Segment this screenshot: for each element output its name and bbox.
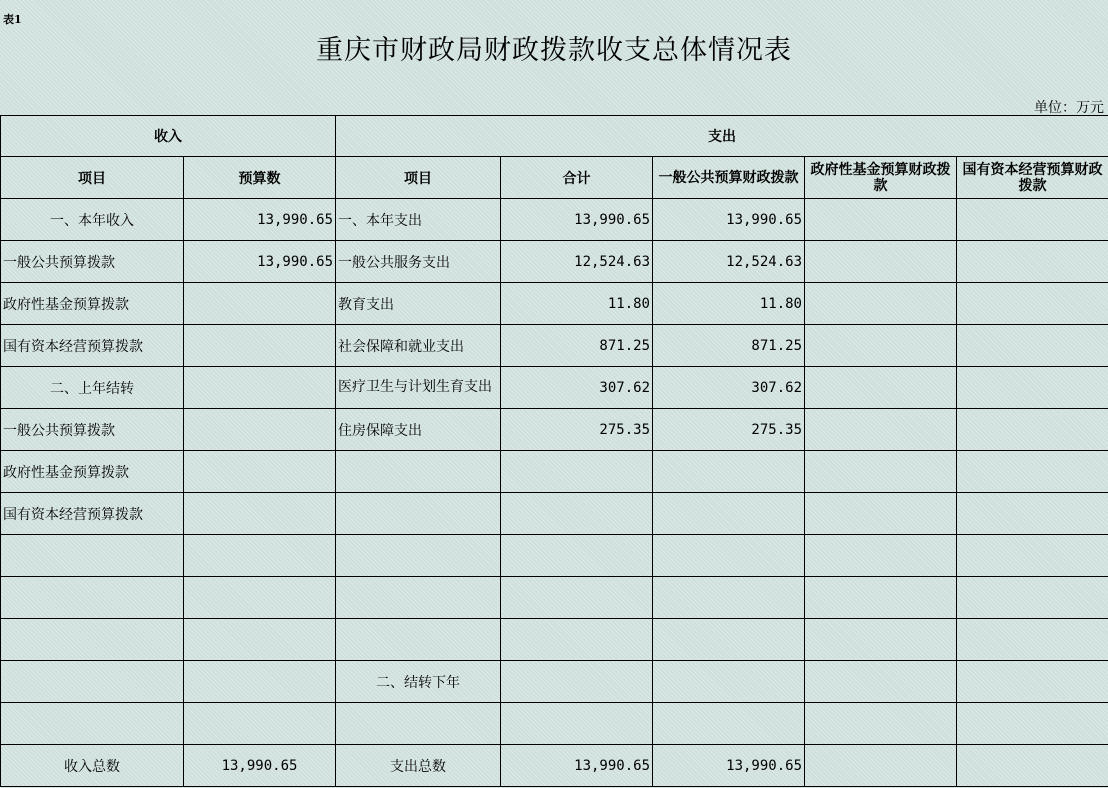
expense-total-cell bbox=[501, 451, 653, 493]
unit-label: 单位：万元 bbox=[1034, 100, 1104, 116]
gov-fund-header: 政府性基金预算财政拨款 bbox=[805, 157, 957, 199]
gov-fund-cell bbox=[805, 493, 957, 535]
income-item-cell: 收入总数 bbox=[1, 745, 184, 787]
income-amount-cell: 13,990.65 bbox=[184, 241, 336, 283]
gov-fund-cell bbox=[805, 619, 957, 661]
income-amount-cell bbox=[184, 619, 336, 661]
table-row bbox=[1, 199, 1108, 241]
table-row bbox=[1, 703, 1108, 745]
total-header: 合计 bbox=[501, 157, 653, 199]
income-item-cell: 二、上年结转 bbox=[1, 367, 184, 409]
gov-fund-cell bbox=[805, 577, 957, 619]
expense-total-cell: 871.25 bbox=[501, 325, 653, 367]
table-row bbox=[1, 661, 1108, 703]
general-budget-cell bbox=[653, 661, 805, 703]
state-capital-header: 国有资本经营预算财政拨款 bbox=[957, 157, 1108, 199]
general-budget-cell: 13,990.65 bbox=[653, 199, 805, 241]
total-row bbox=[1, 745, 1108, 787]
income-item-cell: 一般公共预算拨款 bbox=[1, 241, 184, 283]
income-amount-cell bbox=[184, 577, 336, 619]
general-budget-cell: 871.25 bbox=[653, 325, 805, 367]
state-capital-cell bbox=[957, 409, 1108, 451]
income-amount-cell bbox=[184, 325, 336, 367]
table-row bbox=[1, 493, 1108, 535]
table-row bbox=[1, 367, 1108, 409]
general-budget-cell: 11.80 bbox=[653, 283, 805, 325]
general-budget-cell: 275.35 bbox=[653, 409, 805, 451]
table-row bbox=[1, 535, 1108, 577]
expense-item-header: 项目 bbox=[336, 157, 501, 199]
general-budget-cell bbox=[653, 619, 805, 661]
state-capital-cell bbox=[957, 199, 1108, 241]
page-title: 重庆市财政局财政拨款收支总体情况表 bbox=[316, 35, 792, 66]
expense-item-cell: 医疗卫生与计划生育支出 bbox=[336, 367, 501, 409]
general-budget-cell bbox=[653, 451, 805, 493]
gov-fund-cell bbox=[805, 745, 957, 787]
income-amount-cell: 13,990.65 bbox=[184, 745, 336, 787]
income-amount-cell bbox=[184, 703, 336, 745]
state-capital-cell bbox=[957, 325, 1108, 367]
expense-item-cell bbox=[336, 451, 501, 493]
expense-total-cell: 275.35 bbox=[501, 409, 653, 451]
income-item-header: 项目 bbox=[1, 157, 184, 199]
income-item-cell: 政府性基金预算拨款 bbox=[1, 451, 184, 493]
general-budget-header: 一般公共预算财政拨款 bbox=[653, 157, 805, 199]
table-row bbox=[1, 409, 1108, 451]
expense-total-cell: 11.80 bbox=[501, 283, 653, 325]
expense-item-cell: 一、本年支出 bbox=[336, 199, 501, 241]
income-header: 收入 bbox=[1, 116, 336, 157]
state-capital-cell bbox=[957, 745, 1108, 787]
expense-item-cell bbox=[336, 619, 501, 661]
general-budget-cell bbox=[653, 703, 805, 745]
expense-item-cell bbox=[336, 493, 501, 535]
expense-item-cell: 支出总数 bbox=[336, 745, 501, 787]
budget-table bbox=[0, 115, 1108, 787]
income-amount-cell bbox=[184, 535, 336, 577]
state-capital-cell bbox=[957, 451, 1108, 493]
table-number: 表1 bbox=[3, 13, 22, 26]
expense-total-cell bbox=[501, 577, 653, 619]
state-capital-cell bbox=[957, 619, 1108, 661]
income-item-cell bbox=[1, 661, 184, 703]
expense-item-cell bbox=[336, 535, 501, 577]
expense-total-cell: 307.62 bbox=[501, 367, 653, 409]
income-item-cell bbox=[1, 703, 184, 745]
expense-total-cell bbox=[501, 619, 653, 661]
income-amount-cell bbox=[184, 493, 336, 535]
income-amount-cell bbox=[184, 367, 336, 409]
header-row-2 bbox=[1, 157, 1108, 199]
state-capital-cell bbox=[957, 367, 1108, 409]
state-capital-cell bbox=[957, 577, 1108, 619]
gov-fund-cell bbox=[805, 367, 957, 409]
table-row bbox=[1, 577, 1108, 619]
income-amount-cell: 13,990.65 bbox=[184, 199, 336, 241]
income-item-cell: 政府性基金预算拨款 bbox=[1, 283, 184, 325]
general-budget-cell bbox=[653, 493, 805, 535]
general-budget-cell: 307.62 bbox=[653, 367, 805, 409]
gov-fund-cell bbox=[805, 535, 957, 577]
table-row bbox=[1, 619, 1108, 661]
gov-fund-cell bbox=[805, 451, 957, 493]
budget-header: 预算数 bbox=[184, 157, 336, 199]
expense-total-cell bbox=[501, 703, 653, 745]
income-item-cell bbox=[1, 535, 184, 577]
income-item-cell: 国有资本经营预算拨款 bbox=[1, 493, 184, 535]
income-item-cell bbox=[1, 577, 184, 619]
gov-fund-cell bbox=[805, 703, 957, 745]
state-capital-cell bbox=[957, 493, 1108, 535]
expense-total-cell: 13,990.65 bbox=[501, 745, 653, 787]
expense-item-cell: 社会保障和就业支出 bbox=[336, 325, 501, 367]
table-row bbox=[1, 241, 1108, 283]
expense-item-cell: 一般公共服务支出 bbox=[336, 241, 501, 283]
income-item-cell: 一般公共预算拨款 bbox=[1, 409, 184, 451]
gov-fund-cell bbox=[805, 409, 957, 451]
expense-total-cell bbox=[501, 661, 653, 703]
expense-item-cell: 二、结转下年 bbox=[336, 661, 501, 703]
expense-total-cell: 13,990.65 bbox=[501, 199, 653, 241]
income-amount-cell bbox=[184, 409, 336, 451]
general-budget-cell: 12,524.63 bbox=[653, 241, 805, 283]
income-item-cell bbox=[1, 619, 184, 661]
header-row-1 bbox=[1, 116, 1108, 157]
general-budget-cell bbox=[653, 577, 805, 619]
table-row bbox=[1, 325, 1108, 367]
gov-fund-cell bbox=[805, 325, 957, 367]
expense-item-cell: 教育支出 bbox=[336, 283, 501, 325]
expense-header: 支出 bbox=[336, 116, 1108, 157]
state-capital-cell bbox=[957, 535, 1108, 577]
state-capital-cell bbox=[957, 241, 1108, 283]
expense-item-cell: 住房保障支出 bbox=[336, 409, 501, 451]
expense-total-cell bbox=[501, 493, 653, 535]
expense-total-cell: 12,524.63 bbox=[501, 241, 653, 283]
expense-item-cell bbox=[336, 703, 501, 745]
state-capital-cell bbox=[957, 703, 1108, 745]
table-row bbox=[1, 283, 1108, 325]
income-item-cell: 一、本年收入 bbox=[1, 199, 184, 241]
gov-fund-cell bbox=[805, 283, 957, 325]
income-amount-cell bbox=[184, 661, 336, 703]
state-capital-cell bbox=[957, 283, 1108, 325]
gov-fund-cell bbox=[805, 199, 957, 241]
table-row bbox=[1, 451, 1108, 493]
gov-fund-cell bbox=[805, 241, 957, 283]
income-amount-cell bbox=[184, 283, 336, 325]
expense-total-cell bbox=[501, 535, 653, 577]
state-capital-cell bbox=[957, 661, 1108, 703]
expense-item-cell bbox=[336, 577, 501, 619]
general-budget-cell bbox=[653, 535, 805, 577]
income-item-cell: 国有资本经营预算拨款 bbox=[1, 325, 184, 367]
gov-fund-cell bbox=[805, 661, 957, 703]
income-amount-cell bbox=[184, 451, 336, 493]
general-budget-cell: 13,990.65 bbox=[653, 745, 805, 787]
